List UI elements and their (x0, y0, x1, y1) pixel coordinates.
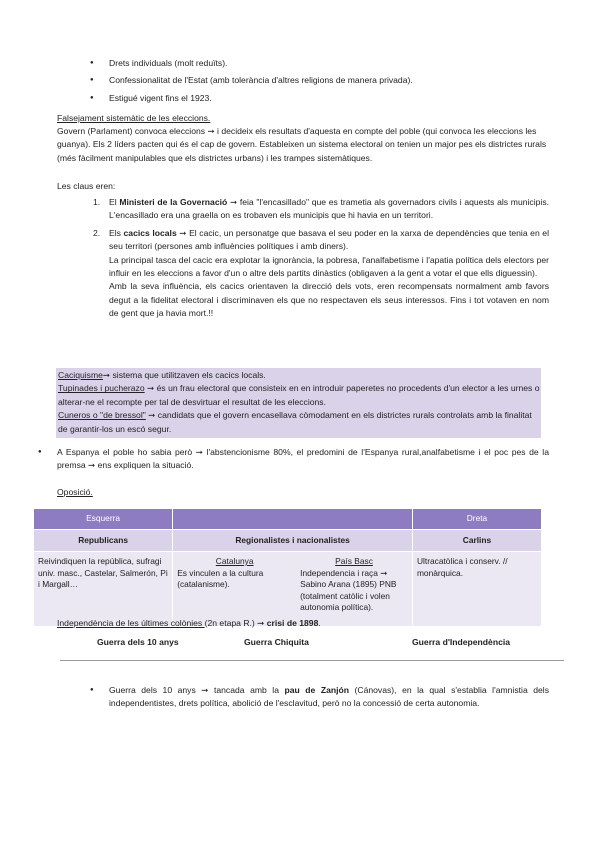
list-item (109, 684, 549, 711)
text: Guerra dels 10 anys ➞ tancada amb la (109, 685, 285, 695)
definition-caciquisme (58, 369, 541, 382)
list-item: ● A Espanya el poble ho sabia però ➞ l'abstencionisme 80%, el predomini de l'Espanya rural,analfabetisme i el poc pes de la premsa ➞ ens expliquen la situació. (57, 446, 549, 473)
list-item (93, 227, 549, 321)
definitions-callout (56, 368, 541, 438)
cell-carlins: Ultracatòlica i conserv. // monàrquica. (412, 552, 541, 627)
text: . (318, 618, 321, 628)
pau-zanjon: pau de Zanjón (284, 685, 350, 695)
cacics-term: cacics locals (123, 227, 177, 238)
top-bullet-list (109, 57, 549, 105)
paragraph: La principal tasca del cacic era explotar la ignorància, la pobresa, l'analfabetisme i l'apatia política dels electors per influir en les eleccions a favor d'un o altre dels partits dinàstics (obligaven a la gent a votar el que ells diguessin). (109, 254, 549, 279)
term: Caciquisme (58, 370, 103, 380)
group-carlins: Carlins (412, 530, 541, 552)
text: ➞ El cacic, un personatge que basava el seu poder en la xarxa de dependències que tenia en el seu territori (persones amb influències polítiques i amb diners). (109, 227, 549, 252)
definition: ➞ és un frau electoral que consisteix en en introduir paperetes no procedents d'un elector a les urnes o alterar-ne el recompte per tal de desvirtuar el resultat de les eleccions. (58, 383, 540, 407)
catalunya-title: Catalunya (215, 556, 254, 566)
claus-list (93, 196, 550, 321)
text: (Cánovas), en la qual s'establia l'amnistia dels independentistes, drets política, abolició de l'esclavitud, però no la concessió de certa autonomia. (109, 685, 549, 709)
definition: ➞ candidats que el govern encasellava còmodament en els districtes rurals controlats amb la finalitat de garantir-los un escó segur. (58, 410, 532, 434)
list-item (93, 196, 550, 223)
definition-cuneros (58, 409, 541, 436)
text: Els (109, 227, 124, 238)
war-label: Guerra dels 10 anys (97, 637, 179, 647)
list-item: ● Drets individuals (molt reduïts). (109, 57, 549, 70)
pais-basc-title: País Basc (335, 556, 373, 566)
cell-catalunya (173, 552, 296, 627)
term: Cuneros o "de bressol" (58, 410, 146, 421)
list-number: 1. (93, 197, 101, 207)
text: El (109, 197, 120, 207)
war-label: Guerra Chiquita (244, 637, 309, 647)
divider (60, 660, 564, 661)
falsejament-intro: Govern (Parlament) convoca eleccions ➞ i decideix els resultats d'aquesta en compte del poble (qui convoca les eleccions les guanya). Els 2 líders pacten qui és el cap de govern. Estableixen un sistema electoral on tenien un major pes els districtes rurals (més fàcilment manipulables que els districtes urbans) i les trampes sistemàtiques. (57, 126, 547, 163)
independencia-line (57, 617, 321, 630)
bottom-bullet-list (109, 684, 549, 711)
header-esquerra: Esquerra (34, 509, 173, 530)
cell-republicans: Reivindiquen la república, sufragi univ. masc., Castelar, Salmerón, Pi i Margall… (34, 552, 173, 627)
independencia-link: Independència de les últimes colònies (57, 618, 205, 628)
paragraph: Amb la seva influència, els cacics orientaven la direcció dels vots, eren recompensats normalment amb favors degut a la fidelitat electoral i discriminaven els que no respectaven els seus interessos. Fins i tot votaven en nom de gent que ja havia mort.!! (109, 281, 549, 319)
war-label: Guerra d'Independència (412, 637, 511, 647)
list-item: ● Estigué vigent fins el 1923. (109, 92, 549, 105)
list-number: 2. (93, 227, 101, 238)
text: ➞ feia "l'encasillado" que es trametia als governadors civils i aquests als municipis. L'encasillado era una graella on es trobaven els municipis que hi havia en un territori. (109, 197, 550, 221)
cell-pais-basc (296, 552, 412, 627)
group-regionalistes: Regionalistes i nacionalistes (173, 530, 413, 552)
definition-tupinades (58, 382, 541, 409)
pais-basc-text: Independencia i raça ➞ Sabino Arana (1895) PNB (totalment catòlic i volen autonomia política). (300, 567, 397, 613)
list-item: ● Confessionalitat de l'Estat (amb tolerància d'altres religions de manera privada). (109, 74, 549, 87)
summary-bullet-list (57, 446, 549, 473)
catalunya-text: Es vinculen a la cultura (catalanisme). (177, 567, 264, 590)
falsejament-heading: Falsejament sistemàtic de les eleccions. (57, 113, 211, 123)
oposicio-table (33, 508, 542, 627)
text: (2n etapa R.) ➞ (204, 618, 267, 628)
crisi-1898: crisi de 1898 (266, 618, 319, 628)
ministeri-term: Ministeri de la Governació (119, 197, 228, 207)
definition: ➞ sistema que utilitzaven els cacics locals. (102, 370, 266, 380)
header-middle (173, 509, 413, 530)
claus-label: Les claus eren: (57, 181, 116, 191)
header-dreta: Dreta (412, 509, 541, 530)
term: Tupinades i pucherazo (58, 383, 145, 394)
group-republicans: Republicans (34, 530, 173, 552)
oposicio-heading: Oposició. (57, 487, 93, 497)
